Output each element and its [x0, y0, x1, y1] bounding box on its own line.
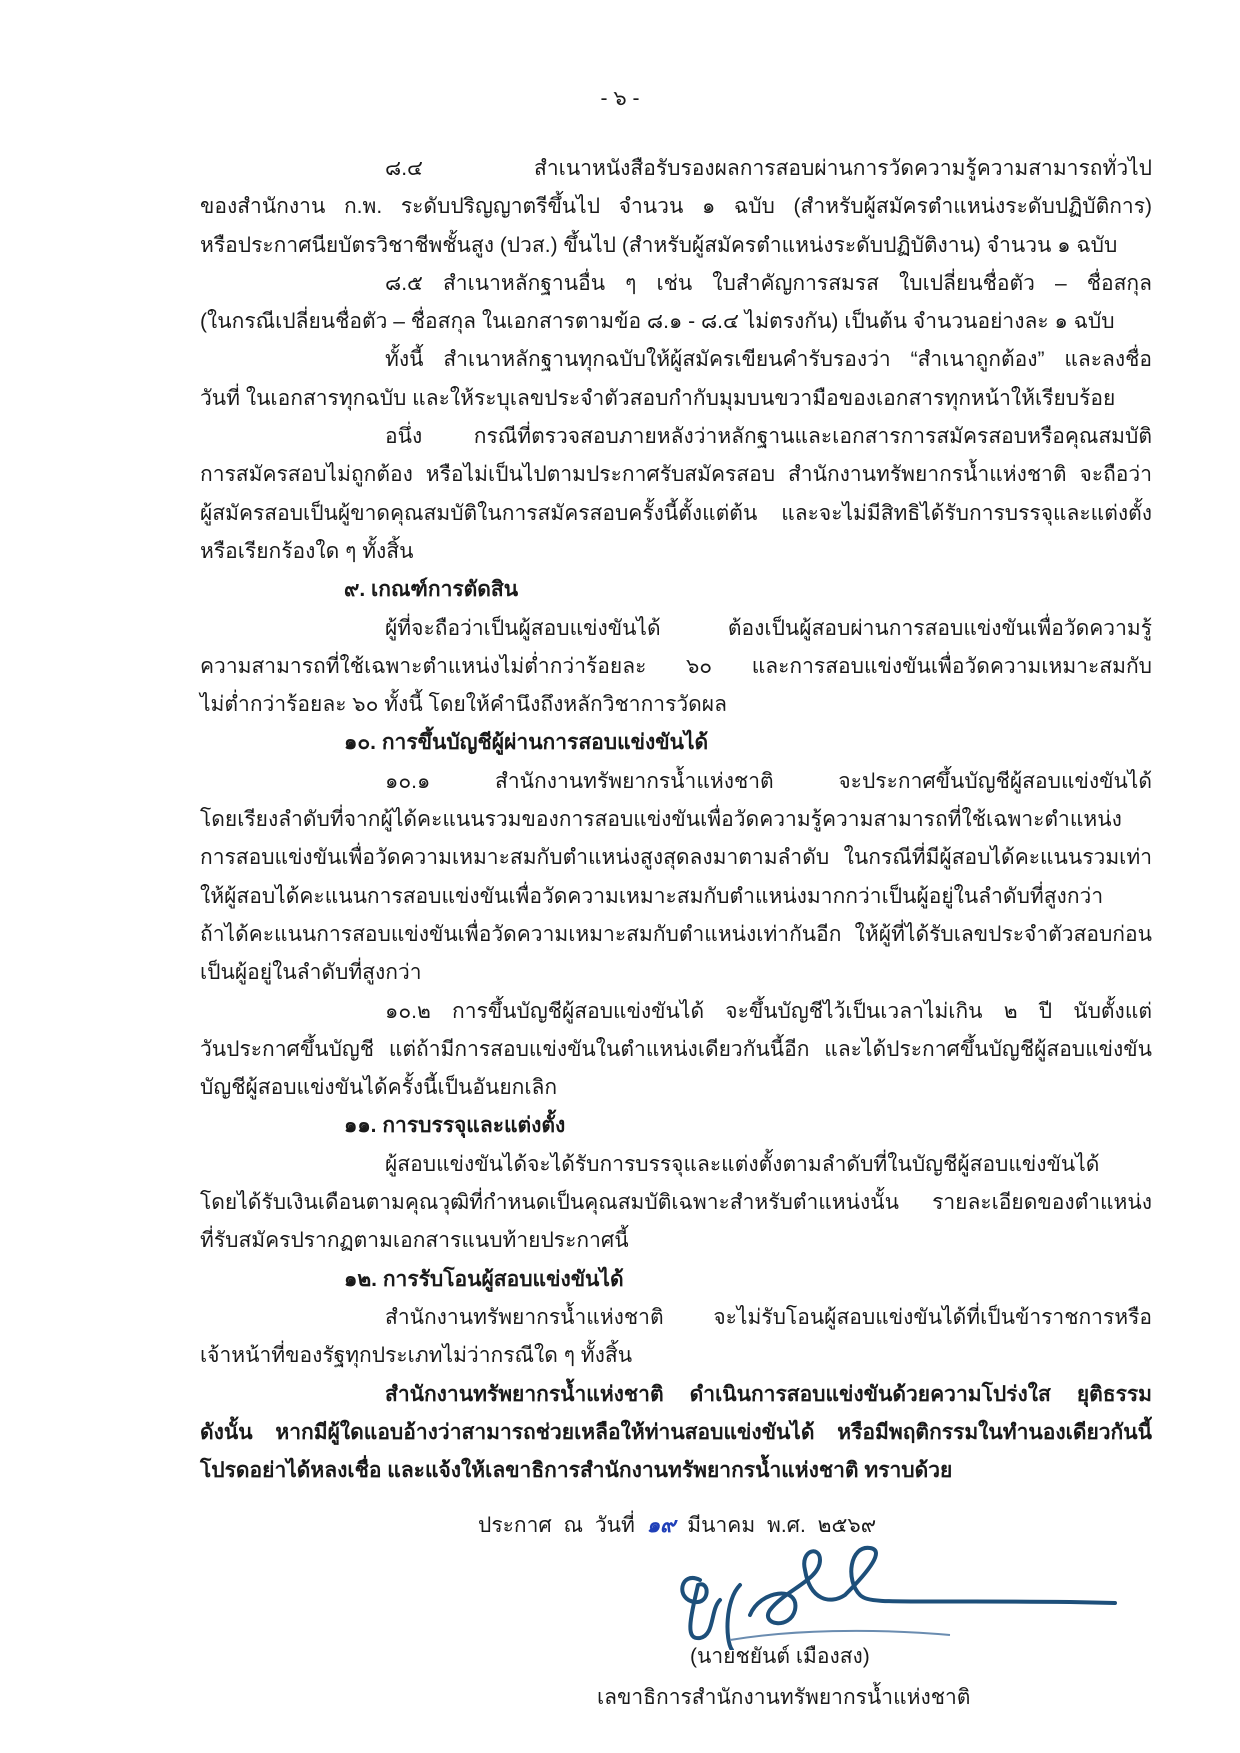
text-line: โปรดอย่าได้หลงเชื่อ และแจ้งให้เลขาธิการสำนักงานทรัพยากรน้ำแห่งชาติ ทราบด้วย [200, 1459, 953, 1483]
text-line: ผู้ที่จะถือว่าเป็นผู้สอบแข่งขันได้ ต้องเป็นผู้สอบผ่านการสอบแข่งขันเพื่อวัดความรู้ [385, 616, 1152, 640]
text-line: ความสามารถที่ใช้เฉพาะตำแหน่งไม่ต่ำกว่าร้อยละ ๖๐ และการสอบแข่งขันเพื่อวัดความเหมาะสมกับ [200, 654, 1152, 678]
paragraph [200, 418, 1152, 571]
text-line: สำนักงานทรัพยากรน้ำแห่งชาติ จะไม่รับโอนผู้สอบแข่งขันได้ที่เป็นข้าราชการหรือ [385, 1305, 1152, 1329]
heading-text: ๑๑. การบรรจุและแต่งตั้ง [344, 1114, 566, 1138]
document-body [200, 150, 1152, 1490]
text-line: วันประกาศขึ้นบัญชี แต่ถ้ามีการสอบแข่งขันในตำแหน่งเดียวกันนี้อีก และได้ประกาศขึ้นบัญชีผู้สอบแข่งขัน [200, 1037, 1152, 1061]
text-line: ๘.๔ สำเนาหนังสือรับรองผลการสอบผ่านการวัดความรู้ความสามารถทั่วไป [385, 157, 1152, 180]
text-line: ให้ผู้สอบได้คะแนนการสอบแข่งขันเพื่อวัดความเหมาะสมกับตำแหน่งมากกว่าเป็นผู้อยู่ในลำดับที่สูงกว่า [200, 884, 1104, 908]
paragraph [200, 763, 1152, 993]
paragraph [200, 993, 1152, 1108]
text-line: เจ้าหน้าที่ของรัฐทุกประเภทไม่ว่ากรณีใด ๆ ทั้งสิ้น [200, 1344, 633, 1368]
section-heading [200, 1261, 1152, 1299]
text-line: ไม่ต่ำกว่าร้อยละ ๖๐ ทั้งนี้ โดยให้คำนึงถึงหลักวิชาการวัดผล [200, 693, 727, 717]
heading-text: ๙. เกณฑ์การตัดสิน [344, 578, 519, 602]
date-day-handwritten: ๑๙ [646, 1514, 676, 1537]
announcement-date [478, 1509, 876, 1542]
heading-text: ๑๐. การขึ้นบัญชีผู้ผ่านการสอบแข่งขันได้ [344, 731, 709, 755]
text-line: หรือประกาศนียบัตรวิชาชีพชั้นสูง (ปวส.) ขึ้นไป (สำหรับผู้สมัครตำแหน่งระดับปฏิบัติงาน) จำนวน ๑ ฉบับ [200, 233, 1118, 257]
text-line: ดังนั้น หากมีผู้ใดแอบอ้างว่าสามารถช่วยเหลือให้ท่านสอบแข่งขันได้ หรือมีพฤติกรรมในทำนองเดียวกันนี้ [200, 1420, 1152, 1444]
signer-title: เลขาธิการสำนักงานทรัพยากรน้ำแห่งชาติ [597, 1686, 971, 1709]
text-line: (ในกรณีเปลี่ยนชื่อตัว – ชื่อสกุล ในเอกสารตามข้อ ๘.๑ - ๘.๔ ไม่ตรงกัน) เป็นต้น จำนวนอย่างละ ๑ ฉบับ [200, 310, 1115, 334]
text-line: โดยเรียงลำดับที่จากผู้ได้คะแนนรวมของการสอบแข่งขันเพื่อวัดความรู้ความสามารถที่ใช้เฉพาะตำแหน่ง [200, 808, 1122, 832]
text-line: สำนักงานทรัพยากรน้ำแห่งชาติ ดำเนินการสอบแข่งขันด้วยความโปร่งใส ยุติธรรม [385, 1382, 1152, 1406]
text-line: ๘.๕ สำเนาหลักฐานอื่น ๆ เช่น ใบสำคัญการสมรส ใบเปลี่ยนชื่อตัว – ชื่อสกุล [385, 271, 1152, 295]
text-line: ผู้สอบแข่งขันได้จะได้รับการบรรจุและแต่งตั้งตามลำดับที่ในบัญชีผู้สอบแข่งขันได้ [385, 1152, 1100, 1176]
section-heading [200, 724, 1152, 762]
paragraph [200, 610, 1152, 725]
text-line: ผู้สมัครสอบเป็นผู้ขาดคุณสมบัติในการสมัครสอบครั้งนี้ตั้งแต่ต้น และจะไม่มีสิทธิได้รับการบรรจุและแต่งตั้ง [200, 501, 1152, 525]
section-heading [200, 1107, 1152, 1145]
paragraph [200, 265, 1152, 342]
paragraph [200, 1376, 1152, 1491]
text-line: ถ้าได้คะแนนการสอบแข่งขันเพื่อวัดความเหมาะสมกับตำแหน่งเท่ากันอีก ให้ผู้ที่ได้รับเลขประจำตัวสอบก่อน [200, 922, 1152, 946]
text-line: การสมัครสอบไม่ถูกต้อง หรือไม่เป็นไปตามประกาศรับสมัครสอบ สำนักงานทรัพยากรน้ำแห่งชาติ จะถือว่า [200, 463, 1152, 487]
text-line: โดยได้รับเงินเดือนตามคุณวุฒิที่กำหนดเป็นคุณสมบัติเฉพาะสำหรับตำแหน่งนั้น รายละเอียดของตำแหน่ง [200, 1191, 1152, 1215]
text-line: ๑๐.๑ สำนักงานทรัพยากรน้ำแห่งชาติ จะประกาศขึ้นบัญชีผู้สอบแข่งขันได้ [385, 769, 1152, 793]
page-number: - ๖ - [600, 87, 640, 110]
text-line: ๑๐.๒ การขึ้นบัญชีผู้สอบแข่งขันได้ จะขึ้นบัญชีไว้เป็นเวลาไม่เกิน ๒ ปี นับตั้งแต่ [385, 999, 1152, 1023]
signer-name: (นายชยันต์ เมืองสง) [690, 1645, 870, 1668]
date-month-year: มีนาคม พ.ศ. ๒๕๖๙ [687, 1514, 877, 1537]
heading-text: ๑๒. การรับโอนผู้สอบแข่งขันได้ [344, 1267, 624, 1291]
text-line: หรือเรียกร้องใด ๆ ทั้งสิ้น [200, 539, 414, 563]
paragraph [200, 1146, 1152, 1261]
date-prefix: ประกาศ ณ วันที่ [478, 1514, 635, 1537]
text-line: ของสำนักงาน ก.พ. ระดับปริญญาตรีขึ้นไป จำนวน ๑ ฉบับ (สำหรับผู้สมัครตำแหน่งระดับปฏิบัติการ) [200, 195, 1152, 219]
text-line: ที่รับสมัครปรากฏตามเอกสารแนบท้ายประกาศนี้ [200, 1229, 629, 1253]
text-line: บัญชีผู้สอบแข่งขันได้ครั้งนี้เป็นอันยกเลิก [200, 1076, 558, 1100]
text-line: ทั้งนี้ สำเนาหลักฐานทุกฉบับให้ผู้สมัครเขียนคำรับรองว่า “สำเนาถูกต้อง” และลงชื่อ [385, 348, 1152, 372]
text-line: การสอบแข่งขันเพื่อวัดความเหมาะสมกับตำแหน่งสูงสุดลงมาตามลำดับ ในกรณีที่มีผู้สอบได้คะแนนรวมเท่า [200, 846, 1152, 870]
section-heading [200, 571, 1152, 609]
paragraph [200, 150, 1152, 265]
paragraph [200, 341, 1152, 418]
text-line: อนึ่ง กรณีที่ตรวจสอบภายหลังว่าหลักฐานและเอกสารการสมัครสอบหรือคุณสมบัติ [385, 425, 1152, 449]
paragraph [200, 1299, 1152, 1376]
handwritten-signature [670, 1540, 1130, 1650]
text-line: วันที่ ในเอกสารทุกฉบับ และให้ระบุเลขประจำตัวสอบกำกับมุมบนขวามือของเอกสารทุกหน้าให้เรียบร้อย [200, 386, 1116, 410]
text-line: เป็นผู้อยู่ในลำดับที่สูงกว่า [200, 961, 422, 985]
